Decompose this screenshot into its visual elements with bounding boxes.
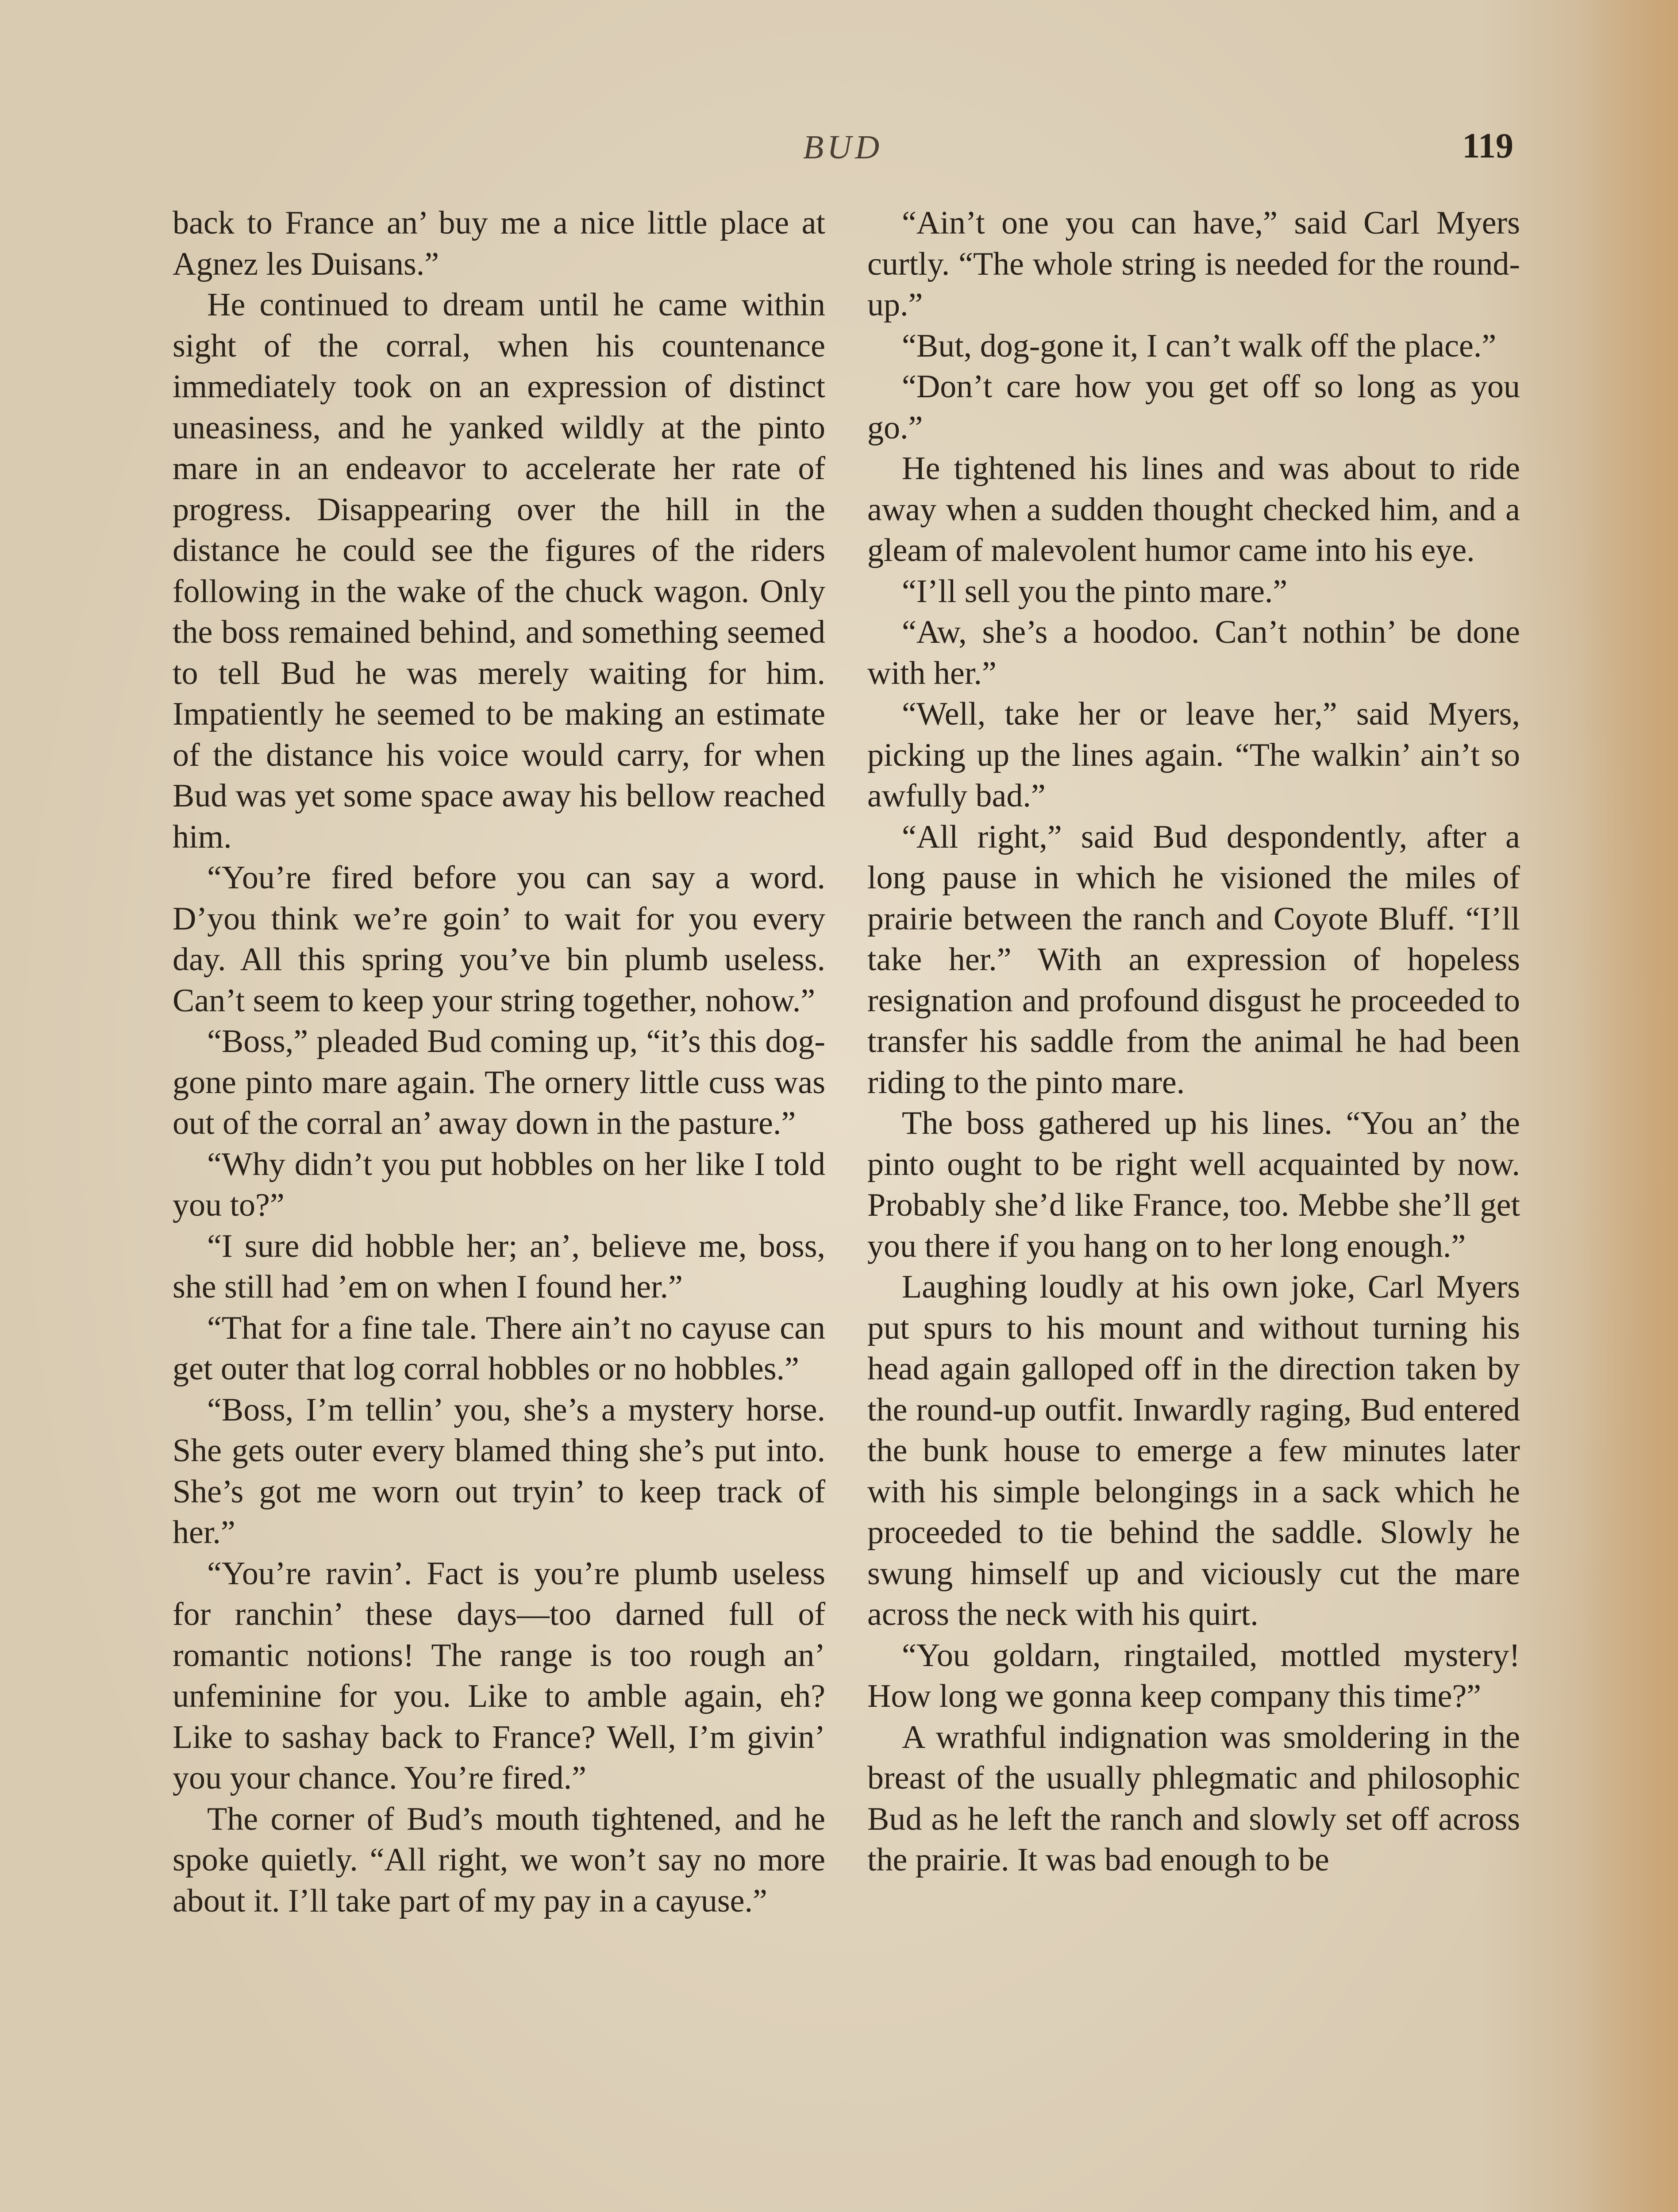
- paragraph: He tightened his lines and was about to ride away when a sudden thought checked him, and a gleam of malevolent humor came into his eye.: [867, 450, 1520, 568]
- page-edge-shading: [1576, 0, 1678, 2212]
- paragraph: He continued to dream until he came within sight of the corral, when his countenance immediately took on an expression of distinct uneasiness, and he yanked wildly at the pinto mare in an endeavor to accelerate her rate of progress. Disappearing over the hill in the distance he could see the figures of the riders following in the wake of the chuck wagon. Only the boss remained behind, and something seemed to tell Bud he was merely waiting for him. Impatiently he seemed to be making an estimate of the distance his voice would carry, for when Bud was yet some space away his bellow reached him.: [173, 287, 825, 855]
- paragraph: “But, dog-gone it, I can’t walk off the place.”: [902, 327, 1497, 364]
- paragraph: “Boss, I’m tellin’ you, she’s a mystery horse. She gets outer every blamed thing she’s put into. She’s got me worn out tryin’ to keep track of her.”: [173, 1391, 825, 1551]
- paragraph: The boss gathered up his lines. “You an’ the pinto ought to be right well acquainted by now. Probably she’d like France, too. Mebbe she’ll get you there if you hang on to her long enough.”: [867, 1105, 1520, 1264]
- left-column: [173, 203, 825, 1921]
- paragraph: The corner of Bud’s mouth tightened, and he spoke quietly. “All right, we won’t say no more about it. I’ll take part of my pay in a cayuse.”: [173, 1801, 825, 1919]
- paragraph: “I sure did hobble her; an’, believe me, boss, she still had ’em on when I found her.”: [173, 1228, 825, 1305]
- paragraph: Laughing loudly at his own joke, Carl Myers put spurs to his mount and without turning his head again galloped off in the direction taken by the round-up outfit. Inwardly raging, Bud entered the bunk house to emerge a few minutes later with his simple belongings in a sack which he proceeded to tie behind the saddle. Slowly he swung himself up and viciously cut the mare across the neck with his quirt.: [867, 1269, 1520, 1632]
- paragraph: “Well, take her or leave her,” said Myers, picking up the lines again. “The walkin’ ain’t so awfully bad.”: [867, 696, 1520, 814]
- page-header: [173, 128, 1513, 177]
- paragraph: “That for a fine tale. There ain’t no cayuse can get outer that log corral hobbles or no hobbles.”: [173, 1310, 825, 1387]
- paragraph: back to France an’ buy me a nice little place at Agnez les Duisans.”: [173, 205, 825, 282]
- page-number: 119: [1462, 127, 1513, 165]
- paragraph: “Ain’t one you can have,” said Carl Myers curtly. “The whole string is needed for the round-up.”: [867, 205, 1520, 323]
- paragraph: “Boss,” pleaded Bud coming up, “it’s this dog-gone pinto mare again. The ornery little cuss was out of the corral an’ away down in the pasture.”: [173, 1023, 825, 1141]
- paragraph: “All right,” said Bud despondently, after a long pause in which he visioned the miles of prairie between the ranch and Coyote Bluff. “I’ll take her.” With an expression of hopeless resignation and profound disgust he proceeded to transfer his saddle from the animal he had been riding to the pinto mare.: [867, 818, 1520, 1101]
- paragraph: “You goldarn, ringtailed, mottled mystery! How long we gonna keep company this time?”: [867, 1637, 1520, 1714]
- paragraph: “Why didn’t you put hobbles on her like I told you to?”: [173, 1146, 825, 1223]
- paragraph: “I’ll sell you the pinto mare.”: [902, 573, 1288, 610]
- running-head: BUD: [803, 129, 883, 166]
- paragraph: “Don’t care how you get off so long as you go.”: [867, 369, 1520, 446]
- right-column: [867, 203, 1520, 1881]
- paragraph: “Aw, she’s a hoodoo. Can’t nothin’ be done with her.”: [867, 614, 1520, 691]
- paragraph: “You’re ravin’. Fact is you’re plumb useless for ranchin’ these days—too darned full of romantic notions! The range is too rough an’ unfeminine for you. Like to amble again, eh? Like to sashay back to France? Well, I’m givin’ you your chance. You’re fired.”: [173, 1555, 825, 1796]
- paragraph: A wrathful indignation was smoldering in the breast of the usually phlegmatic and philosophic Bud as he left the ranch and slowly set off across the prairie. It was bad enough to be: [867, 1719, 1520, 1878]
- paragraph: “You’re fired before you can say a word. D’you think we’re goin’ to wait for you every day. All this spring you’ve bin plumb useless. Can’t seem to keep your string together, nohow.”: [173, 860, 825, 1019]
